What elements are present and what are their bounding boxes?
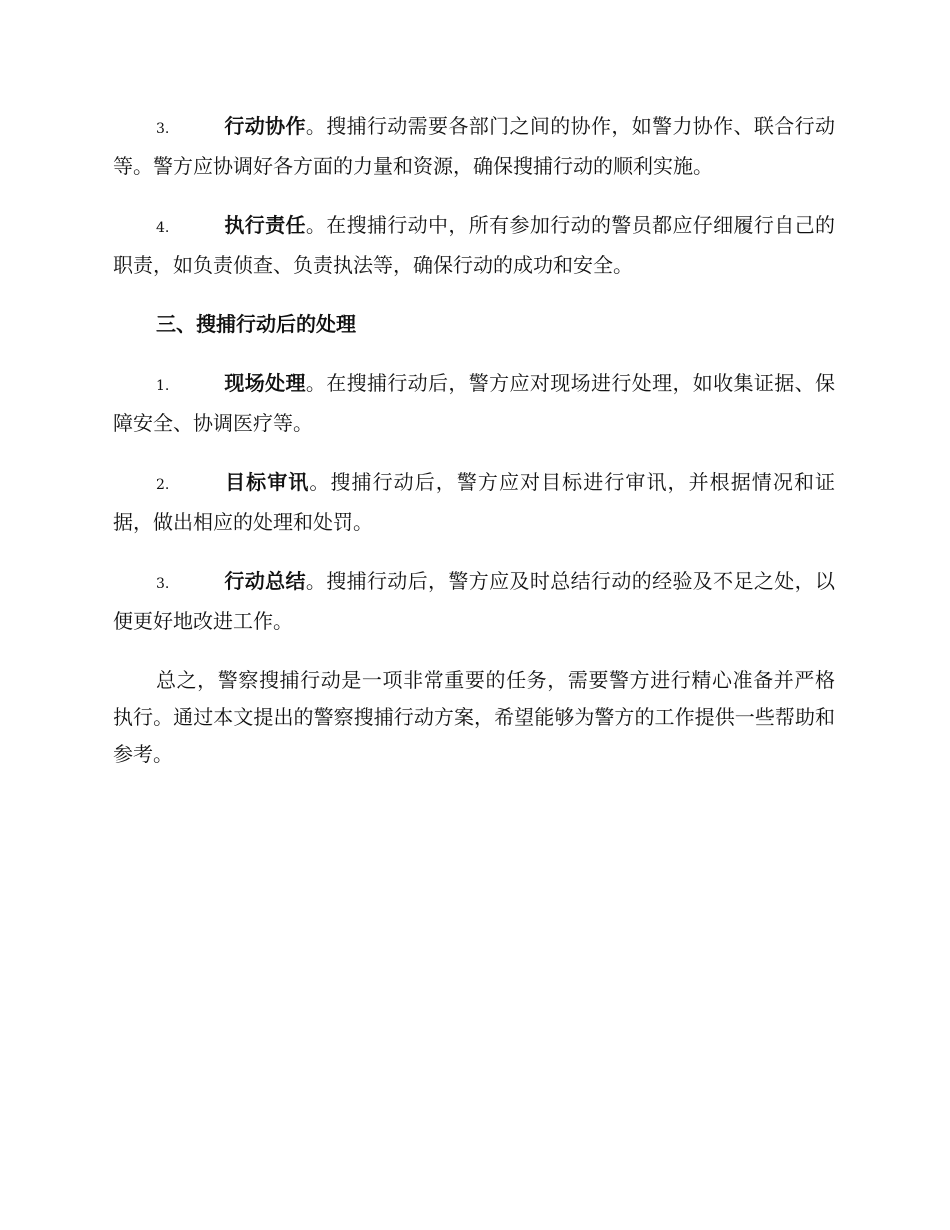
list-term: 行动协作 (224, 114, 306, 138)
list-item (113, 108, 835, 185)
list-term: 行动总结 (224, 569, 306, 593)
list-term: 现场处理 (224, 371, 306, 395)
list-number: 3. (156, 121, 170, 137)
list-number: 4. (156, 220, 170, 236)
list-text: 。搜捕行动需要各部门之间的协作，如警力协作、联合行动等。警方应协调好各方面的力量和资源，确保搜捕行动的顺利实施。 (113, 114, 836, 178)
list-term: 执行责任 (224, 213, 306, 237)
list-term: 目标审讯 (224, 470, 310, 494)
list-item (113, 207, 835, 284)
list-text: 。搜捕行动后，警方应及时总结行动的经验及不足之处，以便更好地改进工作。 (113, 569, 836, 633)
list-text: 。搜捕行动后，警方应对目标进行审讯，并根据情况和证据，做出相应的处理和处罚。 (113, 470, 836, 534)
list-text: 。在搜捕行动后，警方应对现场进行处理，如收集证据、保障安全、协调医疗等。 (113, 371, 836, 435)
conclusion-paragraph: 总之，警察搜捕行动是一项非常重要的任务，需要警方进行精心准备并严格执行。通过本文提出的警察搜捕行动方案，希望能够为警方的工作提供一些帮助和参考。 (113, 668, 835, 766)
list-item (113, 464, 835, 541)
document-body (113, 108, 835, 795)
list-number: 1. (156, 378, 170, 394)
list-number: 3. (156, 576, 170, 592)
section-heading: 三、搜捕行动后的处理 (156, 312, 356, 336)
list-item (113, 563, 835, 640)
list-number: 2. (156, 477, 170, 493)
list-text: 。在搜捕行动中，所有参加行动的警员都应仔细履行自己的职责，如负责侦查、负责执法等，确保行动的成功和安全。 (113, 213, 836, 277)
list-item (113, 365, 835, 442)
